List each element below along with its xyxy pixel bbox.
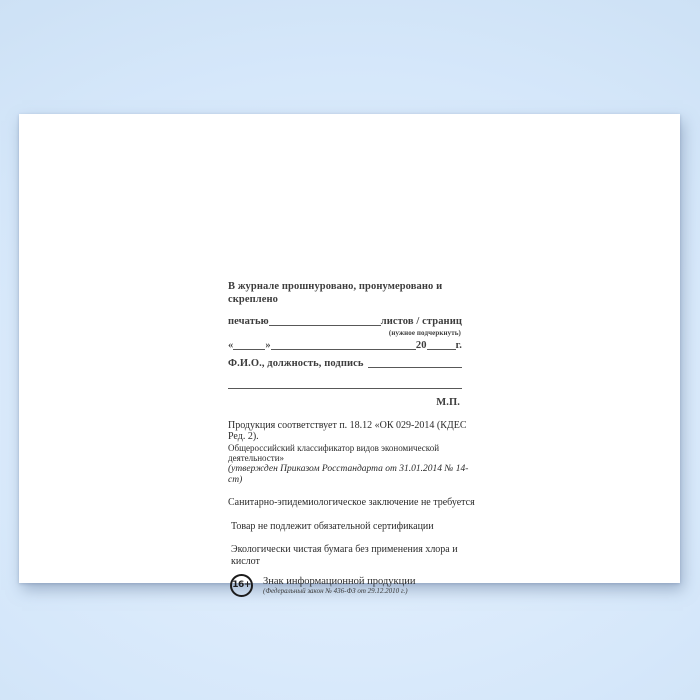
- year-suffix: г.: [455, 340, 462, 351]
- age-mark-row: [228, 574, 480, 597]
- quote-close: »: [265, 340, 271, 351]
- okved-line1: Продукция соответствует п. 18.12 «ОК 029-2014 (КДЕС Ред. 2).: [228, 420, 467, 442]
- journal-back-page: [19, 114, 680, 595]
- underline-note: (нужное подчеркнуть): [388, 329, 461, 337]
- month-blank: [271, 348, 416, 350]
- signature-blank-second: [228, 388, 462, 389]
- sanitary-statement: Санитарно-эпидемиологическое заключение не требуется: [228, 497, 475, 508]
- signature-line: [228, 357, 462, 370]
- stitching-block: [228, 280, 462, 409]
- age-mark-law-reference: (Федеральный закон № 436-ФЗ от 29.12.2010 г.): [263, 587, 408, 595]
- age-mark-text: [263, 576, 415, 595]
- eco-paper-statement: Экологически чистая бумага без применения хлора и кислот: [231, 544, 458, 567]
- signature-label: Ф.И.О., должность, подпись: [228, 358, 364, 369]
- sealed-label: печатью: [228, 316, 269, 327]
- certification-statement: Товар не подлежит обязательной сертификации: [231, 521, 434, 532]
- quote-open: «: [228, 340, 234, 351]
- signature-blank: [368, 366, 462, 368]
- year-blank: [427, 348, 456, 350]
- age-16-plus-badge-icon: 16+: [230, 574, 253, 597]
- okved-line2: Общероссийский классификатор видов экономической деятельности»: [228, 443, 440, 463]
- age-mark-title: Знак информационной продукции: [263, 576, 416, 587]
- okved-line3: (утвержден Приказом Росстандарта от 31.01.2014 № 14-ст): [228, 464, 469, 485]
- stitching-statement: В журнале прошнуровано, пронумеровано и скреплено: [228, 281, 443, 305]
- year-prefix: 20: [415, 340, 427, 351]
- date-line: [228, 339, 462, 352]
- day-blank: [233, 348, 265, 350]
- sheets-count-blank: [269, 324, 381, 326]
- compliance-block: [228, 420, 480, 597]
- seal-place-label: М.П.: [436, 397, 460, 408]
- sheets-pages-label: листов / страниц: [380, 316, 462, 327]
- sealed-sheets-line: [228, 315, 462, 328]
